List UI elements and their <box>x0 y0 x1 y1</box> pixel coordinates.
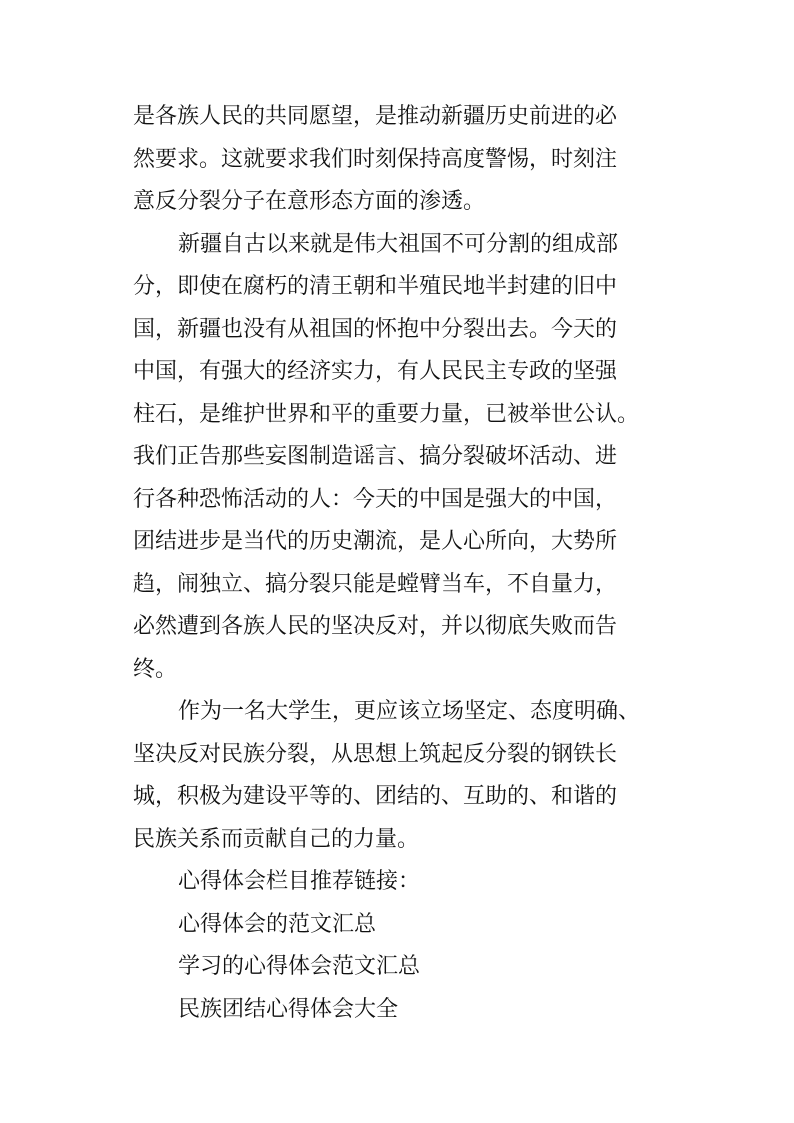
paragraph-line: 然要求。这就要求我们时刻保持高度警惕，时刻注 <box>133 146 618 172</box>
paragraph-line: 作为一名大学生，更应该立场坚定、态度明确、 <box>178 699 641 724</box>
recommended-links <box>133 861 673 1031</box>
paragraph-line: 我们正告那些妄图制造谣言、搞分裂破坏活动、进 <box>133 444 618 469</box>
paragraph-2 <box>133 224 673 692</box>
paragraph-line: 是各族人民的共同愿望，是推动新疆历史前进的必 <box>133 104 618 129</box>
paragraph-line: 柱石，是维护世界和平的重要力量，已被举世公认。 <box>133 401 640 427</box>
paragraph-line: 分，即使在腐朽的清王朝和半殖民地半封建的旧中 <box>133 274 618 299</box>
link-essay-collection[interactable]: 心得体会的范文汇总 <box>178 911 377 937</box>
paragraph-line: 国，新疆也没有从祖国的怀抱中分裂出去。今天的 <box>133 316 618 342</box>
link-study-essays[interactable]: 学习的心得体会范文汇总 <box>178 954 421 979</box>
paragraph-line: 团结进步是当代的历史潮流，是人心所向，大势所 <box>133 529 618 554</box>
paragraph-line: 终。 <box>133 656 178 682</box>
links-heading: 心得体会栏目推荐链接： <box>178 869 421 894</box>
paragraph-line: 城，积极为建设平等的、团结的、互助的、和谐的 <box>133 784 618 809</box>
paragraph-line: 必然遭到各族人民的坚决反对，并以彻底失败而告 <box>133 614 618 639</box>
paragraph-line: 坚决反对民族分裂，从思想上筑起反分裂的钢铁长 <box>133 741 618 767</box>
paragraph-line: 意反分裂分子在意形态方面的渗透。 <box>133 189 486 214</box>
paragraph-3 <box>133 691 673 861</box>
paragraph-line: 新疆自古以来就是伟大祖国不可分割的组成部 <box>178 231 619 257</box>
link-ethnic-unity-essays[interactable]: 民族团结心得体会大全 <box>178 996 399 1022</box>
paragraph-1 <box>133 96 673 224</box>
paragraph-line: 行各种恐怖活动的人：今天的中国是强大的中国， <box>133 486 618 512</box>
paragraph-line: 民族关系而贡献自己的力量。 <box>133 826 420 852</box>
paragraph-line: 中国，有强大的经济实力，有人民民主专政的坚强 <box>133 359 618 384</box>
paragraph-line: 趋，闹独立、搞分裂只能是螳臂当车，不自量力， <box>133 571 618 597</box>
document-body <box>133 96 673 1031</box>
